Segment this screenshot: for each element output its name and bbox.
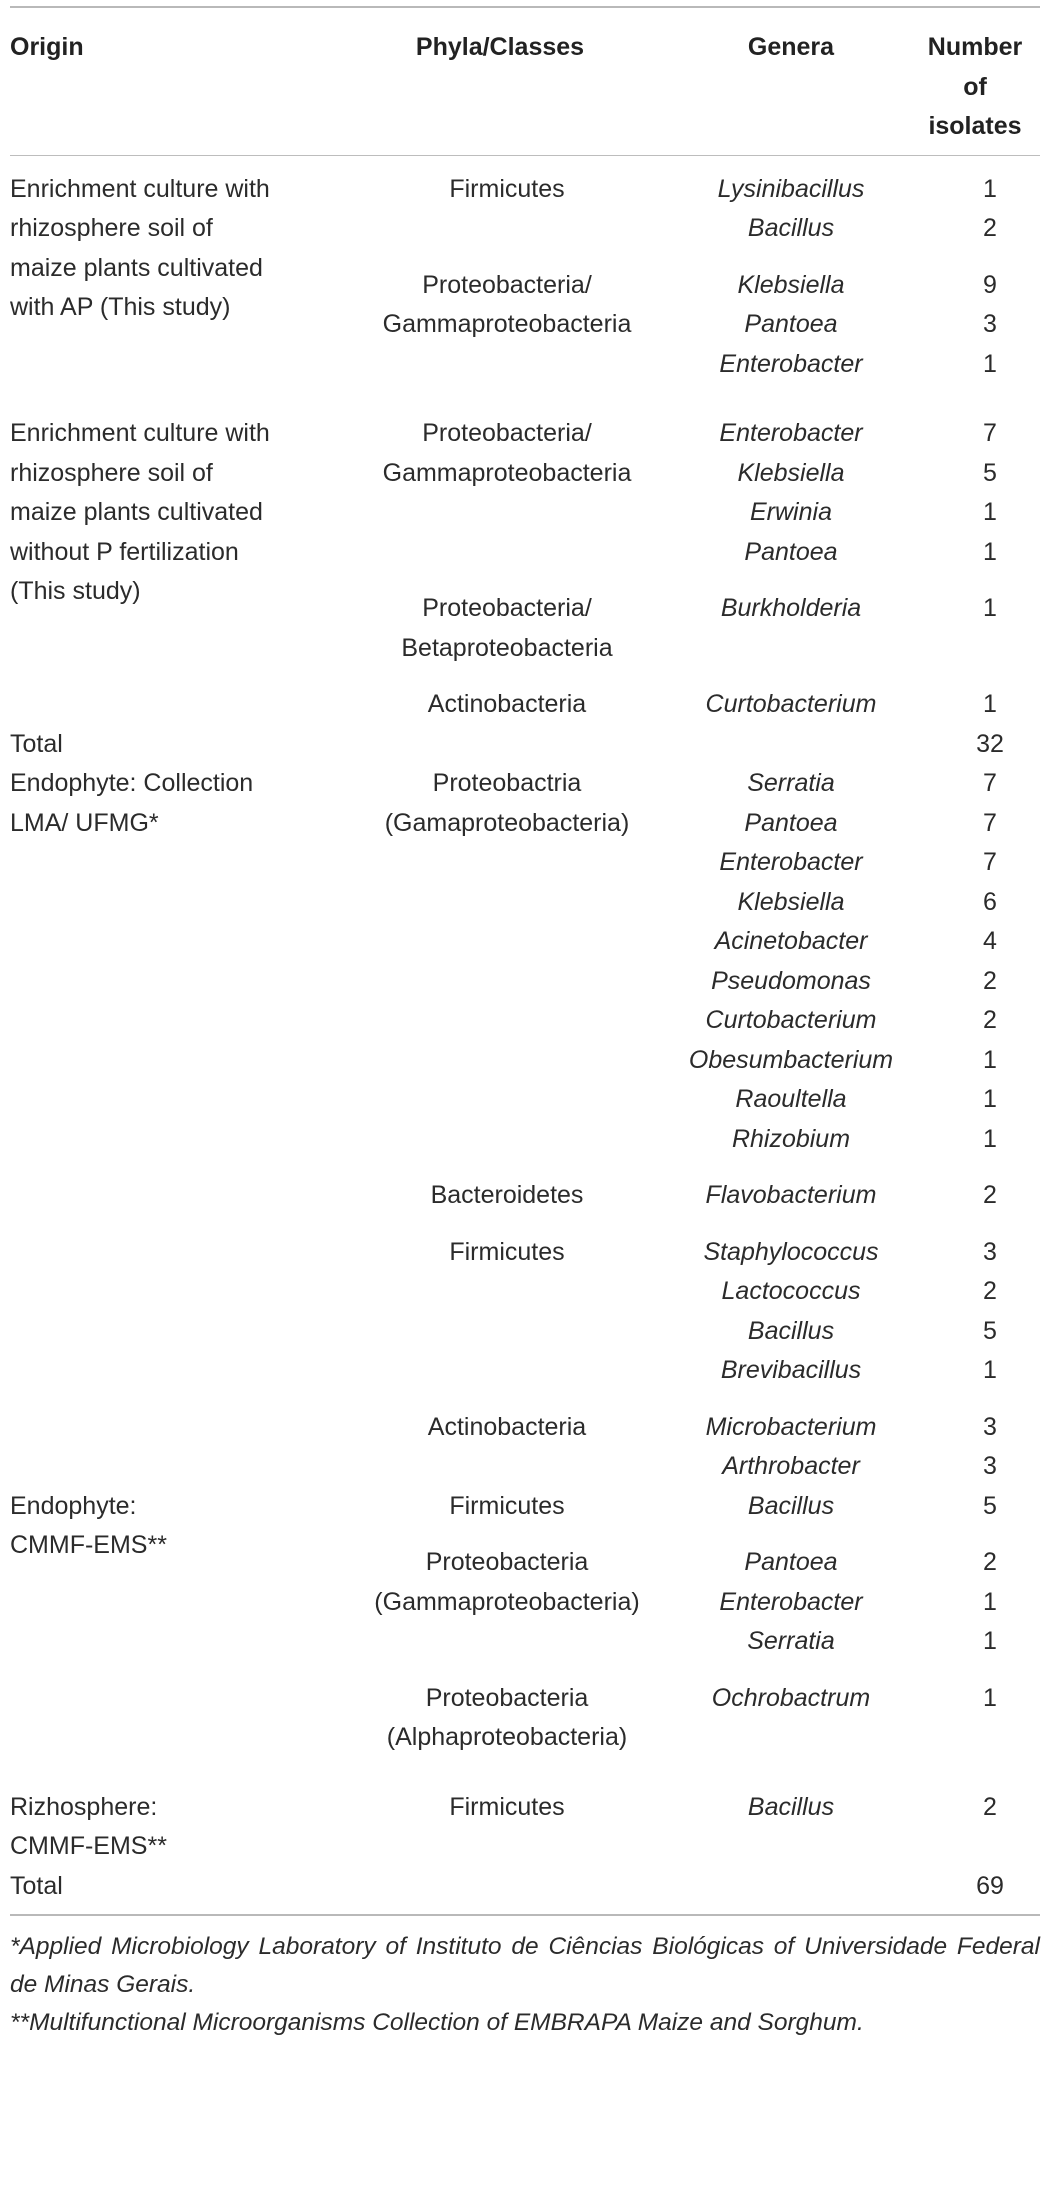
spacer	[940, 384, 1040, 414]
phyla-line: Bacteroidetes	[430, 1181, 584, 1209]
phyla-line-empty	[342, 922, 672, 962]
isolate-count: 3	[983, 1412, 997, 1441]
phyla-cell	[328, 170, 672, 415]
genus-empty	[672, 629, 910, 669]
origin-cell	[10, 1487, 328, 1788]
spacer	[940, 1662, 1040, 1679]
isolate-count: 1	[983, 1124, 997, 1153]
genus-name: Bacillus	[747, 1792, 835, 1821]
genus-name: Pantoea	[744, 808, 838, 837]
bottom-rule	[10, 1914, 1040, 1916]
genera-cell	[672, 764, 910, 1487]
phyla-line: (Alphaproteobacteria)	[386, 1723, 628, 1751]
genus-name: Arthrobacter	[722, 1452, 860, 1480]
phyla-line: Proteobacteria	[425, 1548, 589, 1576]
genus-name: Pantoea	[744, 310, 838, 338]
isolate-count: 2	[983, 1277, 997, 1305]
spacer	[940, 1216, 1040, 1233]
table-row	[10, 1788, 1040, 1867]
isolates-cell	[910, 1788, 1040, 1867]
spacer	[672, 1159, 910, 1176]
phyla-line-empty	[342, 533, 672, 573]
total-row	[10, 725, 1040, 765]
phyla-line: Firmicutes	[449, 174, 565, 203]
header-number-line: isolates	[928, 112, 1022, 140]
phyla-line-empty	[342, 493, 672, 533]
header-origin: Origin	[10, 33, 84, 61]
spacer	[342, 1159, 672, 1176]
isolate-count: 2	[983, 1181, 997, 1209]
spacer	[940, 668, 1040, 685]
phyla-line: Proteobacteria	[425, 1683, 589, 1712]
spacer	[672, 668, 910, 685]
spacer	[672, 1758, 910, 1788]
genus-name: Klebsiella	[737, 458, 845, 487]
origin-line: Endophyte: Collection	[10, 769, 254, 797]
table-body-collections	[10, 764, 1040, 1906]
origin-line: (This study)	[10, 577, 141, 605]
isolates-cell	[910, 414, 1040, 725]
genus-name: Pantoea	[744, 537, 838, 566]
origin-line: maize plants cultivated	[10, 253, 263, 282]
isolate-count: 5	[983, 1316, 997, 1345]
spacer	[940, 1159, 1040, 1176]
spacer	[10, 328, 328, 358]
spacer	[672, 1216, 910, 1233]
spacer	[342, 1216, 672, 1233]
isolate-count: 7	[983, 419, 997, 447]
genus-name: Serratia	[747, 769, 835, 797]
genus-name: Pseudomonas	[711, 966, 871, 995]
phyla-line-empty	[342, 1272, 672, 1312]
phyla-line-empty	[342, 1447, 672, 1487]
origin-line: without P fertilization	[10, 537, 239, 566]
isolate-count: 6	[983, 887, 997, 916]
genus-name: Enterobacter	[719, 419, 863, 447]
phyla-cell	[328, 1487, 672, 1788]
origin-cell	[10, 414, 328, 725]
origin-line: Enrichment culture with	[10, 174, 270, 203]
genus-name: Curtobacterium	[705, 1006, 877, 1034]
total-cell	[910, 1867, 1040, 1907]
genus-empty	[672, 1718, 910, 1758]
isolate-count: 2	[983, 1006, 997, 1034]
total-cell	[328, 725, 672, 765]
isolate-count: 5	[983, 1491, 997, 1520]
genus-name: Klebsiella	[737, 887, 845, 916]
genus-name: Microbacterium	[705, 1412, 877, 1441]
header-genera: Genera	[747, 33, 835, 61]
phyla-line: Betaproteobacteria	[401, 633, 613, 662]
isolate-count: 1	[983, 174, 997, 203]
origin-line: rhizosphere soil of	[10, 214, 213, 242]
origin-cell	[10, 764, 328, 1487]
genus-name: Burkholderia	[720, 594, 862, 622]
isolate-count: 1	[983, 1045, 997, 1074]
table-row	[10, 170, 1040, 415]
phyla-line: Proteobacteria/	[422, 270, 592, 299]
spacer	[672, 1662, 910, 1679]
isolate-count: 1	[983, 690, 997, 718]
genus-name: Staphylococcus	[703, 1237, 879, 1266]
spacer	[940, 1391, 1040, 1408]
genus-name: Pantoea	[744, 1548, 838, 1576]
table-body-study	[10, 170, 1040, 765]
phyla-line: Gammaproteobacteria	[382, 458, 632, 487]
genus-name: Enterobacter	[719, 349, 863, 378]
origin-line: Enrichment culture with	[10, 419, 270, 447]
genus-name: Rhizobium	[731, 1124, 851, 1153]
spacer	[672, 1526, 910, 1543]
total-cell	[10, 1867, 328, 1907]
genera-cell	[672, 1487, 910, 1788]
isolate-count: 1	[983, 594, 997, 622]
origin-line: CMMF-EMS**	[10, 1832, 167, 1860]
origin-line: with AP (This study)	[10, 293, 231, 321]
phyla-line-empty	[342, 1120, 672, 1160]
total-label: Total	[10, 1871, 63, 1900]
phyla-line: Proteobacteria/	[422, 419, 592, 447]
spacer	[342, 1391, 672, 1408]
table-row	[10, 1487, 1040, 1788]
total-cell	[910, 725, 1040, 765]
spacer	[672, 572, 910, 589]
isolate-count: 1	[983, 498, 997, 526]
isolate-count: 1	[983, 1085, 997, 1113]
total-cell	[672, 1867, 910, 1907]
phyla-line-empty	[342, 1622, 672, 1662]
genera-cell	[672, 170, 910, 415]
genus-name: Ochrobactrum	[711, 1683, 871, 1712]
genus-name: Acinetobacter	[714, 927, 868, 955]
total-cell	[672, 725, 910, 765]
isolate-count: 1	[983, 1627, 997, 1655]
isolate-count: 1	[983, 1683, 997, 1712]
total-value: 32	[976, 729, 1004, 758]
spacer	[342, 249, 672, 266]
isolate-count: 5	[983, 458, 997, 487]
genus-name: Lactococcus	[721, 1277, 861, 1305]
footnote-1: *Applied Microbiology Laboratory of Instituto de Ciências Biológicas of Universidade Federal de Minas Gerais.	[10, 1933, 1040, 1998]
spacer	[342, 668, 672, 685]
phyla-cell	[328, 414, 672, 725]
spacer	[672, 1391, 910, 1408]
count-empty	[940, 1718, 1040, 1758]
phyla-cell	[328, 764, 672, 1487]
isolate-count: 1	[983, 1587, 997, 1616]
header-number	[910, 8, 1040, 155]
spacer	[342, 1526, 672, 1543]
phyla-line: Firmicutes	[449, 1491, 565, 1520]
isolate-count: 3	[983, 1237, 997, 1266]
isolate-count: 1	[983, 1356, 997, 1384]
phyla-line-empty	[342, 345, 672, 385]
isolate-count: 3	[983, 310, 997, 338]
phyla-line-empty	[342, 962, 672, 1002]
genus-name: Bacillus	[747, 1316, 835, 1345]
genus-name: Klebsiella	[737, 270, 845, 299]
isolate-count: 9	[983, 270, 997, 299]
isolate-count: 1	[983, 537, 997, 566]
genus-name: Curtobacterium	[705, 690, 877, 718]
genera-cell	[672, 1788, 910, 1867]
genus-name: Obesumbacterium	[688, 1045, 894, 1074]
total-cell	[10, 725, 328, 765]
phyla-line: Gammaproteobacteria	[382, 310, 632, 338]
genus-name: Bacillus	[747, 1491, 835, 1520]
isolate-count: 3	[983, 1452, 997, 1480]
phyla-line-empty	[342, 843, 672, 883]
footnotes	[10, 1928, 1040, 2042]
phyla-line: Firmicutes	[449, 1792, 565, 1821]
isolates-cell	[910, 170, 1040, 415]
total-value: 69	[976, 1871, 1004, 1900]
spacer	[10, 1566, 328, 1596]
origin-line: maize plants cultivated	[10, 498, 263, 526]
table-row	[10, 764, 1040, 1487]
header-number-line: of	[963, 72, 987, 101]
genus-name: Flavobacterium	[705, 1181, 877, 1209]
origin-line: rhizosphere soil of	[10, 458, 213, 487]
origin-line: CMMF-EMS**	[10, 1531, 167, 1559]
phyla-cell	[328, 1788, 672, 1867]
isolate-count: 7	[983, 769, 997, 797]
isolate-count: 2	[983, 214, 997, 242]
phyla-line: Actinobacteria	[427, 1412, 587, 1441]
spacer	[940, 1526, 1040, 1543]
genus-name: Serratia	[747, 1627, 835, 1655]
phyla-line: Proteobacteria/	[422, 594, 592, 622]
genera-cell	[672, 414, 910, 725]
phyla-line: Firmicutes	[449, 1237, 565, 1266]
total-label: Total	[10, 729, 63, 758]
origin-line: Rizhosphere:	[10, 1792, 158, 1821]
isolates-table	[10, 0, 1040, 1916]
phyla-line-empty	[342, 1041, 672, 1081]
isolate-count: 7	[983, 848, 997, 876]
phyla-line-empty	[342, 1001, 672, 1041]
isolates-cell	[910, 764, 1040, 1487]
origin-cell	[10, 170, 328, 415]
table-row	[10, 414, 1040, 725]
header-phyla: Phyla/Classes	[415, 33, 585, 61]
header-rule	[10, 155, 1040, 156]
genus-name: Enterobacter	[719, 848, 863, 876]
genus-name: Enterobacter	[719, 1587, 863, 1616]
origin-cell	[10, 1788, 328, 1867]
total-row	[10, 1867, 1040, 1907]
genus-name: Raoultella	[735, 1085, 847, 1113]
total-cell	[328, 1867, 672, 1907]
spacer	[940, 572, 1040, 589]
genus-name: Brevibacillus	[720, 1356, 862, 1384]
spacer	[342, 384, 672, 414]
spacer	[940, 249, 1040, 266]
genus-name: Erwinia	[750, 498, 832, 526]
footnote-2: **Multifunctional Microorganisms Collection of EMBRAPA Maize and Sorghum.	[10, 2009, 864, 2036]
phyla-line-empty	[342, 1312, 672, 1352]
header-row	[10, 8, 1040, 155]
phyla-line: (Gamaproteobacteria)	[384, 808, 630, 837]
count-empty	[940, 629, 1040, 669]
isolate-count: 7	[983, 808, 997, 837]
phyla-line-empty	[342, 1351, 672, 1391]
origin-line: LMA/ UFMG*	[10, 808, 159, 837]
isolate-count: 2	[983, 1548, 997, 1576]
isolate-count: 2	[983, 966, 997, 995]
phyla-line-empty	[342, 1080, 672, 1120]
spacer	[940, 1758, 1040, 1788]
genus-name: Lysinibacillus	[717, 174, 865, 203]
spacer	[672, 384, 910, 414]
phyla-line: (Gammaproteobacteria)	[374, 1587, 640, 1616]
header-number-line: Number	[927, 33, 1023, 61]
phyla-line: Proteobactria	[432, 769, 582, 797]
spacer	[342, 572, 672, 589]
isolates-cell	[910, 1487, 1040, 1788]
phyla-line-empty	[342, 883, 672, 923]
spacer	[342, 1662, 672, 1679]
isolate-count: 1	[983, 349, 997, 378]
isolate-count: 2	[983, 1792, 997, 1821]
isolate-count: 4	[983, 927, 997, 955]
spacer	[342, 1758, 672, 1788]
spacer	[672, 249, 910, 266]
phyla-line-empty	[342, 209, 672, 249]
phyla-line: Actinobacteria	[427, 690, 587, 718]
genus-name: Bacillus	[747, 214, 835, 242]
origin-line: Endophyte:	[10, 1491, 137, 1520]
